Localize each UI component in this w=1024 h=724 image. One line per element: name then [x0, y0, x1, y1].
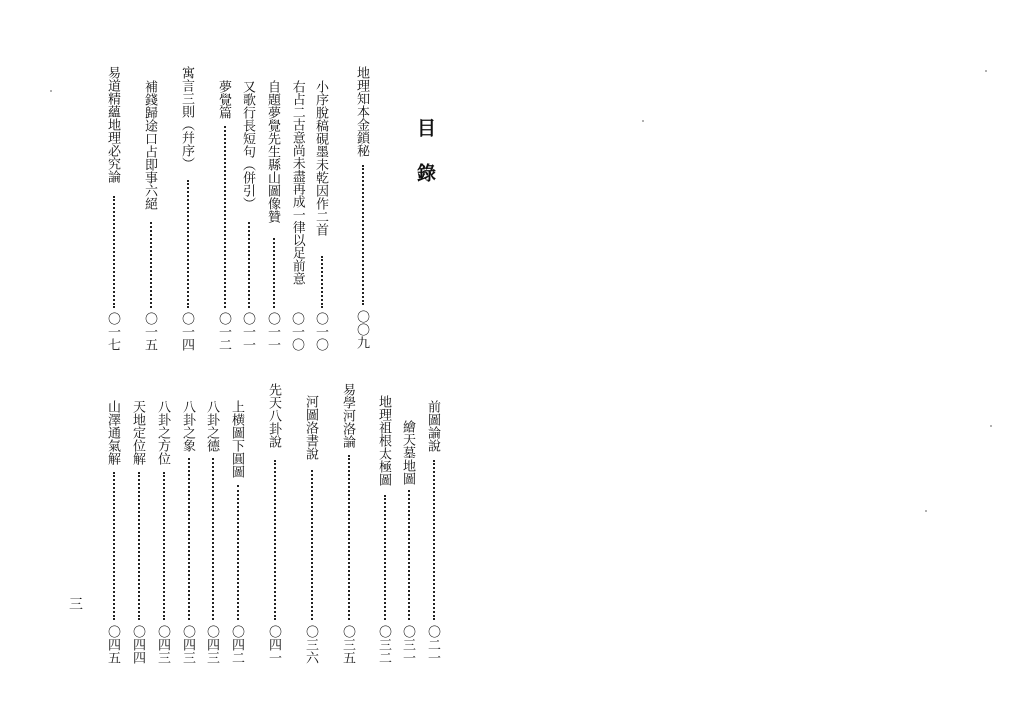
- leader-dots: [348, 455, 350, 620]
- entry-page: 〇一〇: [289, 312, 304, 351]
- leader-dots: [212, 458, 214, 620]
- leader-dots: [138, 472, 140, 620]
- entry-title: 上横圖下圓圖: [229, 400, 244, 478]
- leader-dots: [113, 196, 115, 308]
- leader-dots: [113, 472, 115, 620]
- leader-dots: [237, 485, 239, 620]
- entry-title: 山澤通氣解: [105, 400, 120, 465]
- entry-page: 〇四五: [105, 625, 120, 664]
- entry-page: 〇一二: [216, 312, 231, 351]
- entry-title: 易道精蘊地理必究論: [105, 66, 120, 183]
- entry-title: 寓言三則（幷序）: [179, 66, 194, 170]
- entry-page: 〇三一: [400, 625, 415, 664]
- leader-dots: [321, 256, 323, 308]
- entry-title: 前圖論說: [425, 400, 440, 452]
- entry-title: 繪天墓地圖: [400, 420, 415, 485]
- entry-title: 河圖洛書說: [303, 395, 318, 460]
- entry-title: 自題夢覺先生縣山圖像贊: [265, 80, 280, 223]
- entry-title: 先天八卦說: [266, 383, 281, 448]
- entry-title: 八卦之象: [180, 400, 195, 452]
- leader-dots: [362, 165, 364, 305]
- entry-title: 夢覺篇: [216, 80, 231, 119]
- leader-dots: [248, 222, 250, 308]
- entry-title: 右占二古意尚未盡再成一律以足前意: [289, 80, 305, 285]
- scan-speck: [990, 425, 992, 427]
- leader-dots: [384, 495, 386, 620]
- folio-page-number: 三: [69, 597, 83, 613]
- entry-title: 又歌行長短句（併引）: [240, 80, 255, 210]
- leader-dots: [163, 472, 165, 620]
- entry-page: 〇一一: [240, 312, 255, 351]
- scan-speck: [985, 70, 987, 72]
- leader-dots: [433, 460, 435, 620]
- toc-heading: 目錄: [414, 118, 436, 208]
- scan-speck: [925, 510, 927, 512]
- leader-dots: [274, 460, 276, 620]
- entry-page: 〇四四: [130, 625, 145, 664]
- leader-dots: [224, 126, 226, 308]
- leader-dots: [187, 180, 189, 308]
- leader-dots: [150, 222, 152, 308]
- entry-title: 補錢歸途口占即事六絕: [142, 80, 157, 210]
- entry-page: 〇一七: [105, 312, 120, 351]
- entry-page: 〇〇九: [354, 310, 369, 349]
- leader-dots: [273, 238, 275, 308]
- entry-title: 易學河洛論: [340, 383, 355, 448]
- entry-title: 天地定位解: [130, 400, 145, 465]
- scan-speck: [50, 90, 52, 92]
- leader-dots: [311, 470, 313, 620]
- entry-title: 地理祖根太極圖: [376, 395, 391, 486]
- entry-page: 〇一一: [265, 312, 280, 351]
- entry-page: 〇四三: [155, 625, 170, 664]
- entry-page: 〇三二: [376, 625, 391, 664]
- entry-page: 〇二一: [425, 625, 440, 664]
- entry-page: 〇四三: [204, 625, 219, 664]
- entry-page: 〇三五: [340, 625, 355, 664]
- leader-dots: [188, 458, 190, 620]
- entry-title: 小序脫稿硯墨未乾因作二首: [313, 80, 328, 236]
- entry-title: 地理知本金鎖秘: [354, 66, 369, 157]
- entry-page: 〇一五: [142, 312, 157, 351]
- entry-title: 八卦之德: [204, 400, 219, 452]
- entry-page: 〇四二: [229, 625, 244, 664]
- entry-page: 〇三六: [303, 625, 318, 664]
- entry-page: 〇四三: [180, 625, 195, 664]
- entry-title: 八卦之方位: [155, 400, 170, 465]
- scan-speck: [642, 120, 644, 122]
- leader-dots: [408, 490, 410, 620]
- entry-page: 〇一四: [179, 312, 194, 351]
- entry-page: 〇一〇: [313, 312, 328, 351]
- entry-page: 〇四一: [266, 625, 281, 664]
